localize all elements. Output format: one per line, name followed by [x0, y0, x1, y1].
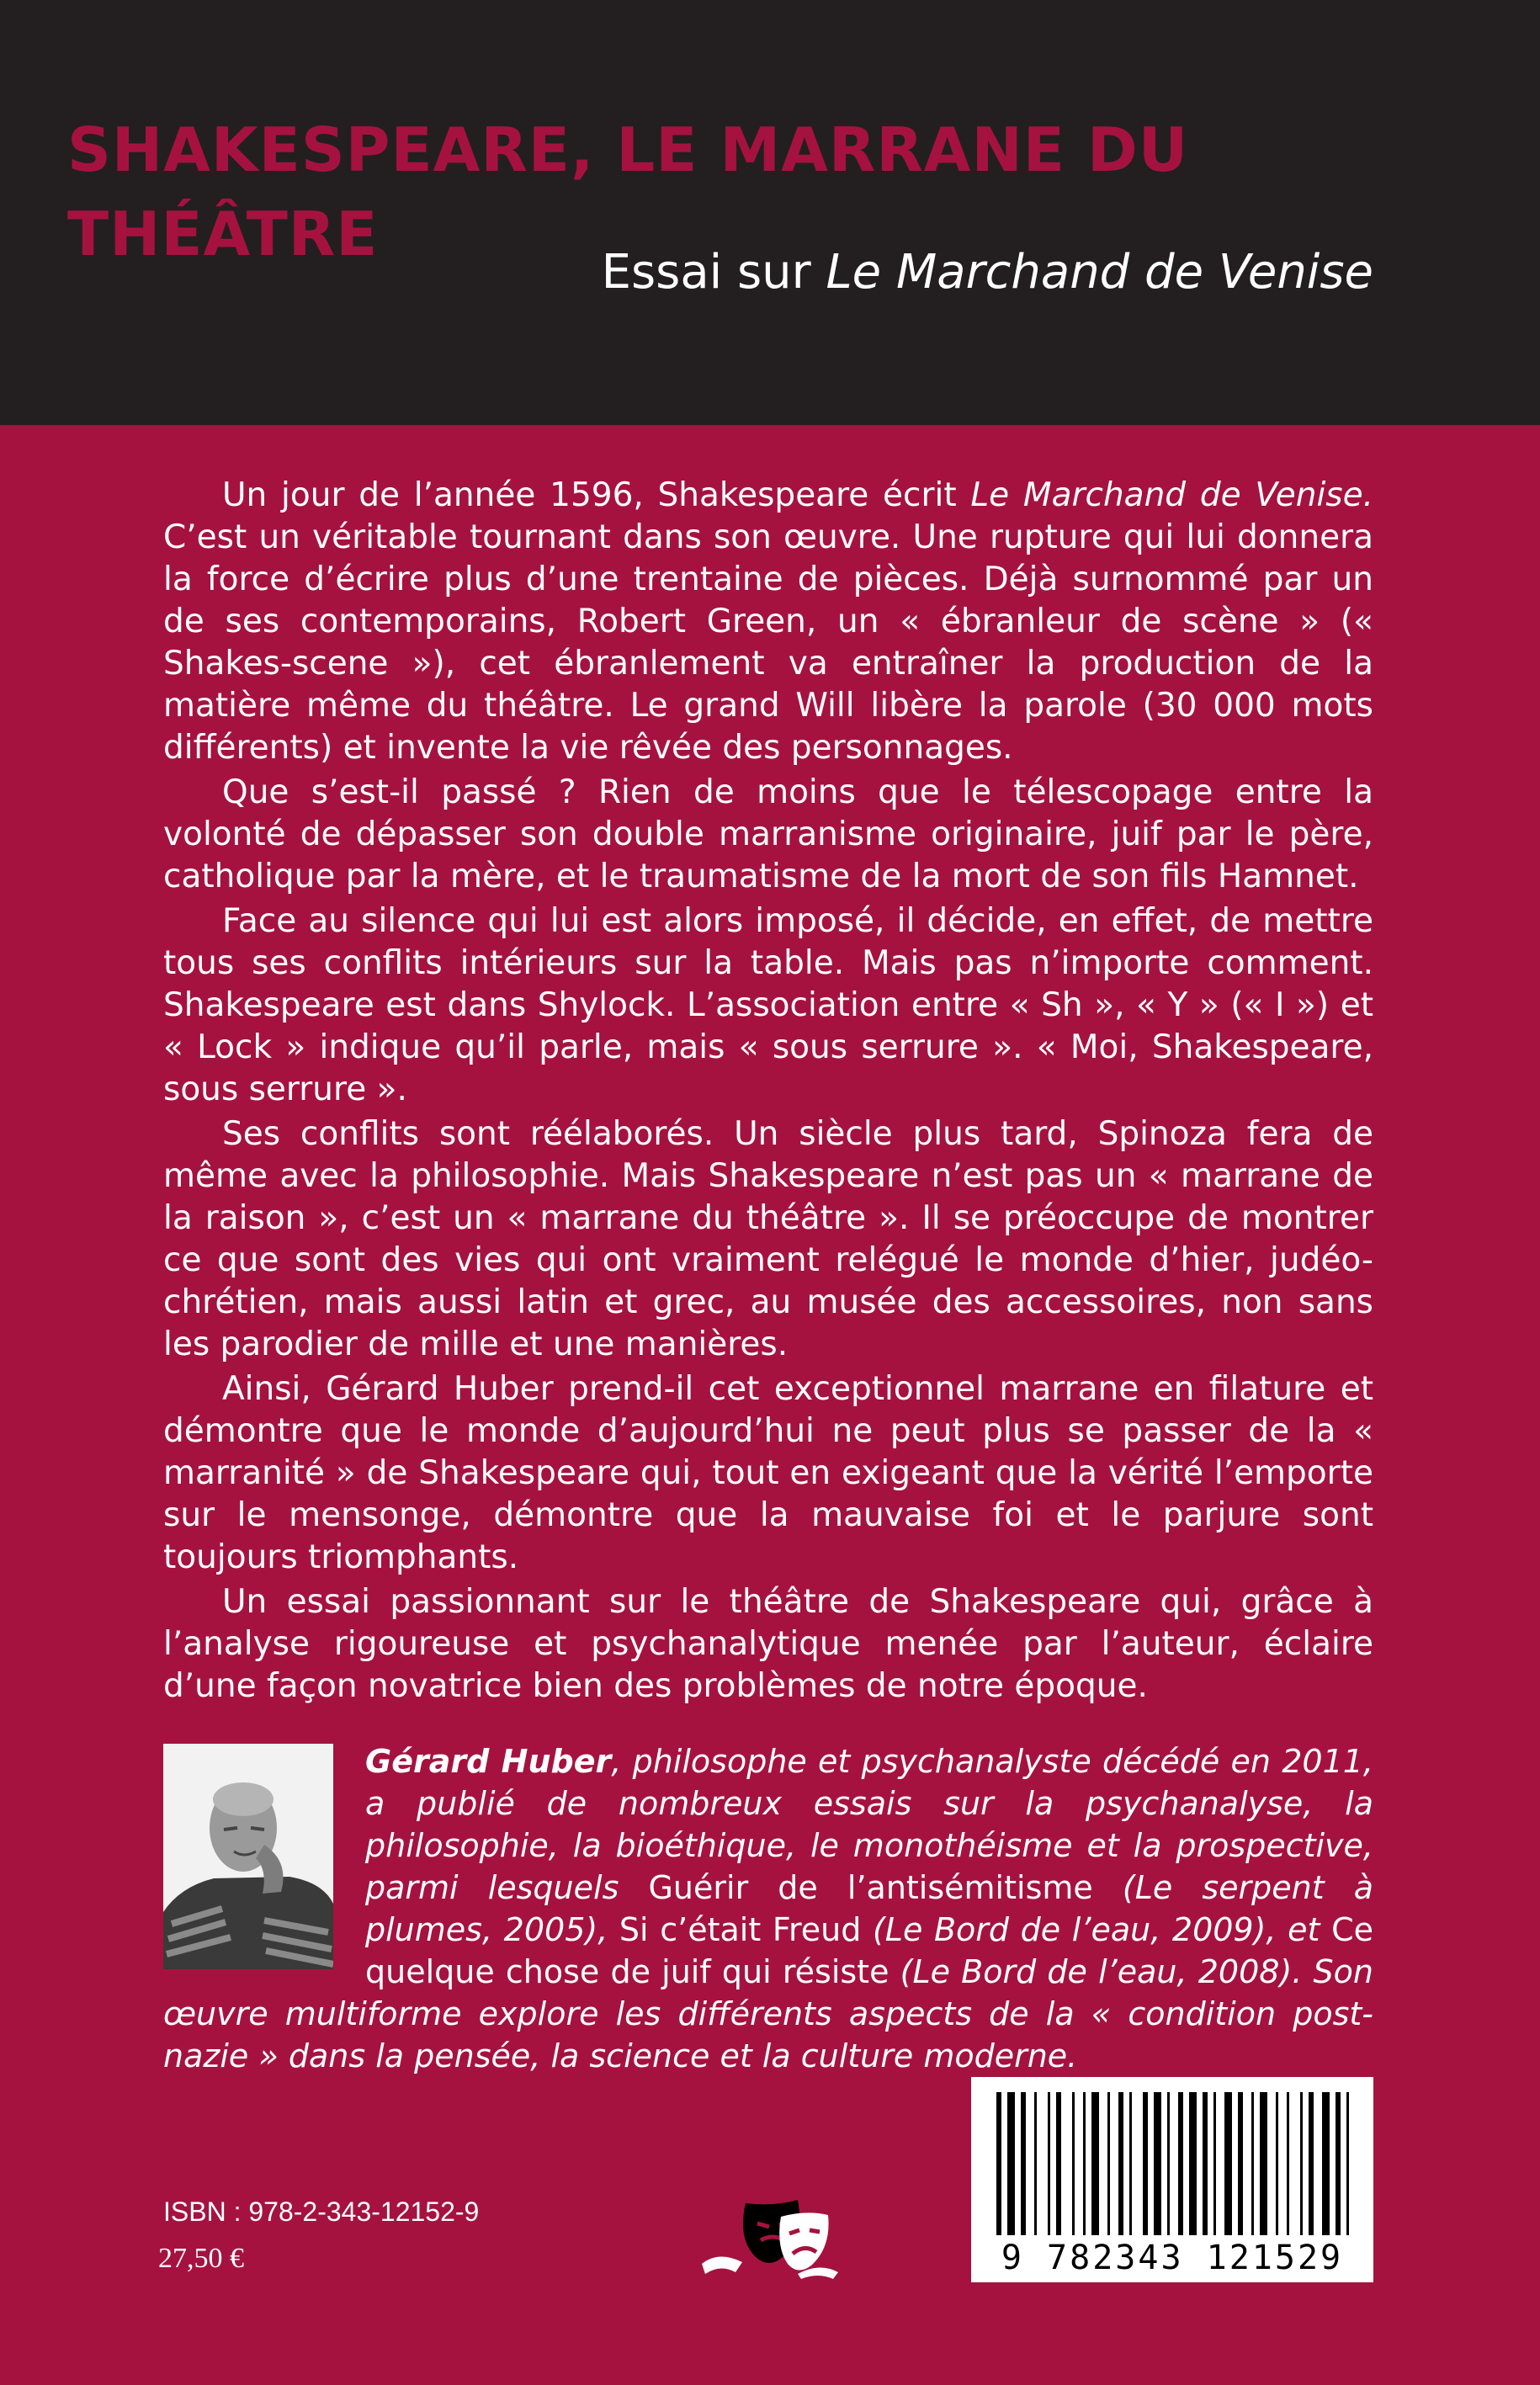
barcode-bar [1072, 2092, 1075, 2235]
summary-paragraph-1 [163, 475, 1373, 769]
title-band [0, 0, 1540, 425]
barcode-bar [1336, 2092, 1341, 2235]
barcode-bar [1287, 2092, 1289, 2235]
barcode-bar [1309, 2092, 1314, 2235]
summary-paragraph-2: Que s’est-il passé ? Rien de moins que le télescopage entre la volonté de dépasser son double marranisme originaire, juif par le père, catholique par la mère, et le traumatisme de la mort de son fils Hamnet. [163, 773, 1373, 895]
subtitle-prefix: Essai sur [601, 245, 826, 300]
barcode-bar [1091, 2092, 1099, 2235]
author-biography [163, 1740, 1373, 2077]
barcode-bar [1143, 2092, 1148, 2235]
book-summary [163, 475, 1373, 1710]
barcode-digits: 9 782343 121529 [1001, 2239, 1344, 2277]
summary-paragraph-6: Un essai passionnant sur le théâtre de Shakespeare qui, grâce à l’analyse rigoureuse et psychanalytique menée par l’auteur, éclaire d’une façon novatrice bien des problèmes de notre époque. [163, 1583, 1373, 1705]
barcode-bar [1007, 2092, 1015, 2235]
author-bio-part-4: (Le Bord de l’eau, 2008). Son œuvre multiforme explore les différents aspects de la « condition post-nazie » dans la pensée, la science et la culture moderne. [163, 1953, 1373, 2074]
barcode-bar [1322, 2092, 1330, 2235]
barcode-bar [1238, 2092, 1243, 2235]
author-portrait-image [163, 1744, 333, 1969]
author-book-3: Ce quelque chose de juif qui résiste [365, 1911, 1373, 1990]
author-book-1: Guérir de l’antisémitisme [648, 1869, 1093, 1906]
isbn-number: ISBN : 978-2-343-12152-9 [163, 2196, 480, 2227]
summary-p1-end: C’est un véritable tournant dans son œuvre. Une rupture qui lui donnera la force d’écrire plus d’une trentaine de pièces. Déjà surnommé par un de ses contemporains, Robert Green, un « ébranleur de scène » (« Shakes-scene »), cet ébranlement va entraîner la production de la matière même du théâtre. Le grand Will libère la parole (30 000 mots différents) et invente la vie rêvée des personnages. [163, 518, 1373, 767]
theater-masks-icon [693, 2191, 845, 2282]
barcode-bar [1300, 2092, 1303, 2235]
subtitle-work-title: Le Marchand de Venise [826, 245, 1373, 300]
summary-paragraph-4: Ses conflits sont réélaborés. Un siècle plus tard, Spinoza fera de même avec la philosophie. Mais Shakespeare n’est pas un « marrane de la raison », c’est un « marrane du théâtre ». Il se préoccupe de montrer ce que sont des vies qui ont vraiment relégué le monde d’hier, judéo-chrétien, mais aussi latin et grec, au musée des accessoires, non sans les parodier de mille et une manières. [163, 1115, 1373, 1363]
barcode-bar [1056, 2092, 1061, 2235]
barcode-bar [1276, 2092, 1278, 2235]
barcode-bar [1083, 2092, 1086, 2235]
summary-paragraph-5: Ainsi, Gérard Huber prend-il cet exceptionnel marrane en filature et démontre que le monde d’aujourd’hui ne peut plus se passer de la « marranité » de Shakespeare qui, tout en exigeant que la vérité l’emporte sur le mensonge, démontre que la mauvaise foi et le parjure sont toujours triomphants. [163, 1370, 1373, 1576]
barcode-bar [1048, 2092, 1050, 2235]
author-bio-part-3: (Le Bord de l’eau, 2009), et [861, 1911, 1332, 1948]
barcode-bar [1213, 2092, 1216, 2235]
author-name: Gérard Huber [365, 1743, 612, 1780]
barcode-bar [1107, 2092, 1110, 2235]
barcode-bar [1251, 2092, 1254, 2235]
barcode-bar [1178, 2092, 1183, 2235]
author-book-2: Si c’était Freud [619, 1911, 862, 1948]
barcode-bar [1154, 2092, 1161, 2235]
summary-p1-start: Un jour de l’année 1596, Shakespeare écrit [222, 476, 971, 514]
book-price: 27,50 € [158, 2243, 244, 2274]
barcode-bar [1034, 2092, 1037, 2235]
barcode-bar [996, 2092, 1001, 2235]
publisher-logo-masks [693, 2191, 845, 2282]
barcode-bar [1189, 2092, 1197, 2235]
author-bio-part-1: , philosophe et psychanalyste décédé en 2011, a publié de nombreux essais sur la psychanalyse, la philosophie, la bioéthique, le monothéisme et la prospective, parmi lesquels [365, 1743, 1373, 1906]
barcode-bar [1260, 2092, 1267, 2235]
author-photo [163, 1744, 333, 1969]
isbn-barcode [971, 2077, 1373, 2282]
barcode-bar [1346, 2092, 1349, 2235]
barcode-bar [1167, 2092, 1170, 2235]
barcode-bar [1203, 2092, 1208, 2235]
author-bio-part-2: (Le serpent à plumes, 2005), [365, 1869, 1374, 1948]
barcode-bar [1129, 2092, 1132, 2235]
barcode-bar [1021, 2092, 1026, 2235]
barcode-bar [1224, 2092, 1232, 2235]
barcode-bar [1118, 2092, 1123, 2235]
summary-p1-work-title: Le Marchand de Venise. [970, 476, 1373, 514]
book-subtitle [279, 239, 1373, 306]
summary-paragraph-3: Face au silence qui lui est alors imposé, il décide, en effet, de mettre tous ses conflits intérieurs sur la table. Mais pas n’importe comment. Shakespeare est dans Shylock. L’association entre « Sh », « Y » (« I ») et « Lock » indique qu’il parle, mais « sous serrure ». « Moi, Shakespeare, sous serrure ». [163, 902, 1373, 1108]
book-title: SHAKESPEARE, LE MARRANE DU THÉÂTRE [67, 114, 1189, 269]
